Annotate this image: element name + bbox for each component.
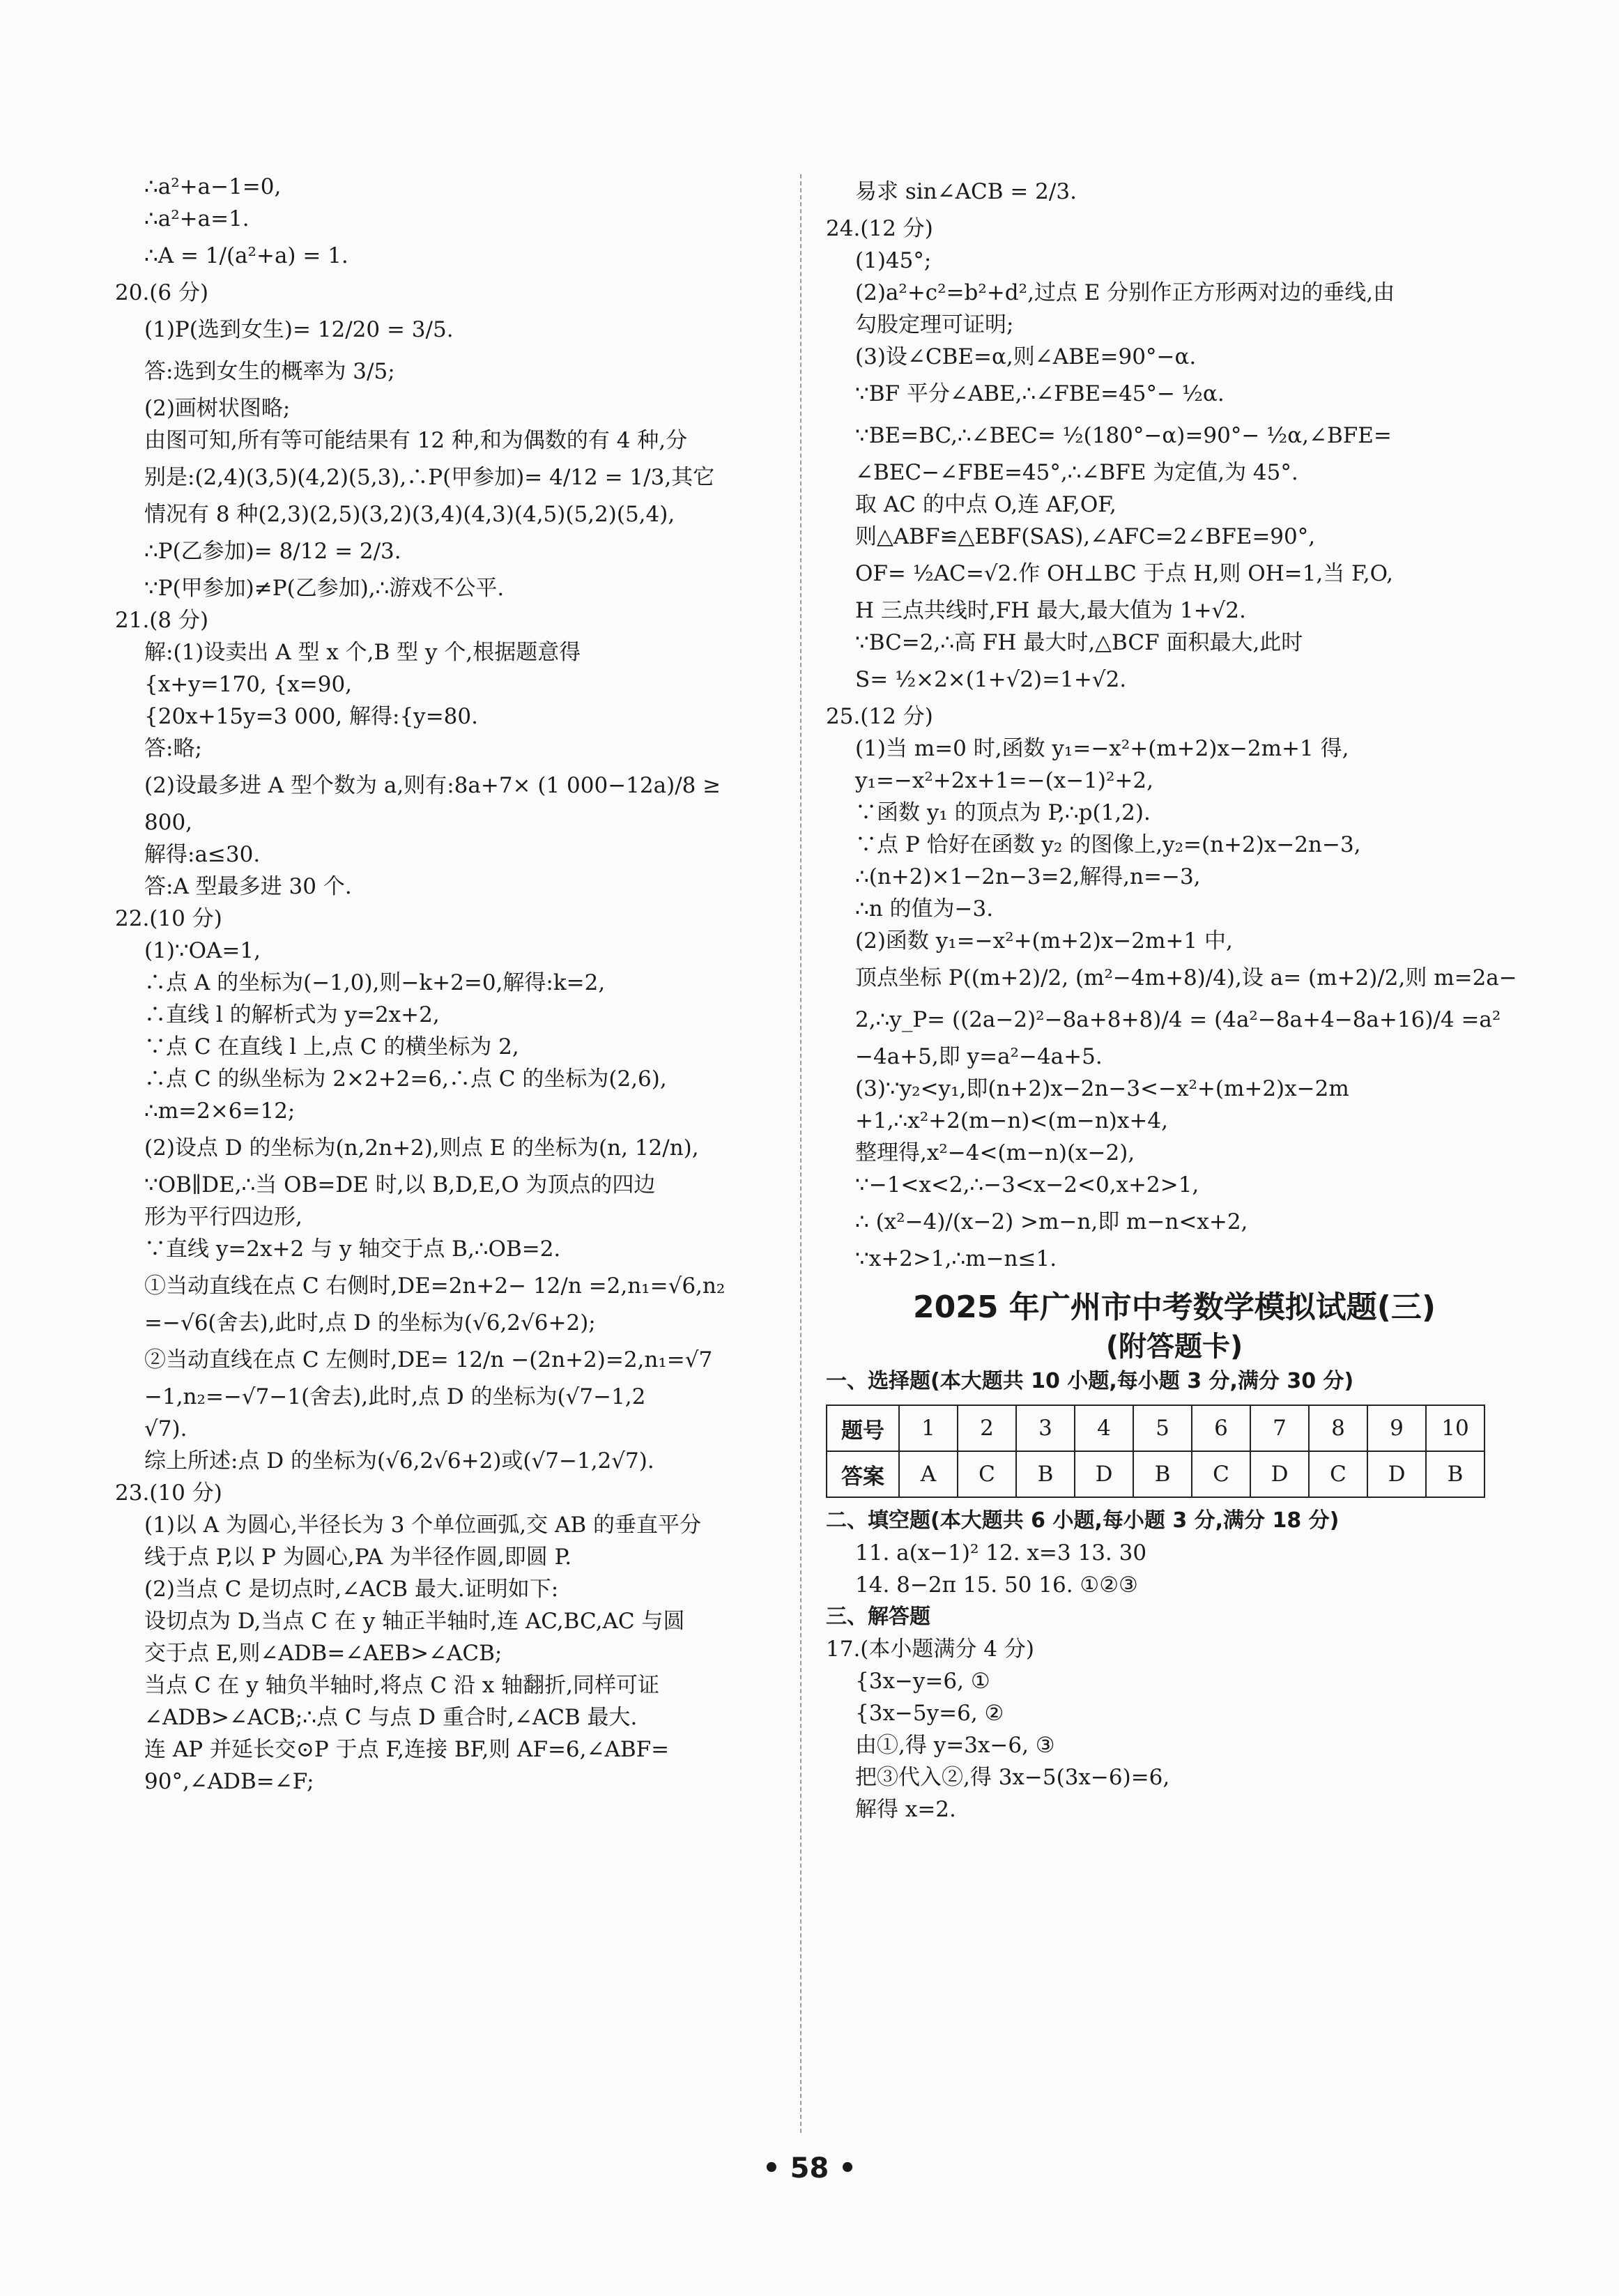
- question-number-cell: 3: [1016, 1405, 1075, 1451]
- question-number-cell: 6: [1192, 1405, 1250, 1451]
- text-line: (2)设点 D 的坐标为(n,2n+2),则点 E 的坐标为(n, 12/n),: [144, 1135, 699, 1161]
- text-line: ∠ADB>∠ACB;∴点 C 与点 D 重合时,∠ACB 最大.: [144, 1705, 638, 1730]
- text-line: 24.(12 分): [826, 216, 933, 241]
- text-line: ∴直线 l 的解析式为 y=2x+2,: [144, 1002, 440, 1027]
- text-line: 易求 sin∠ACB = 2/3.: [855, 179, 1077, 204]
- text-line: (1)∵OA=1,: [144, 938, 261, 963]
- text-line: 2,∴y_P= ((2a−2)²−8a+8+8)/4 = (4a²−8a+4−8a+16)/4 =a²: [855, 1007, 1501, 1032]
- answer-table: [826, 1405, 1485, 1498]
- answer-cell: D: [1250, 1451, 1309, 1497]
- text-line: 交于点 E,则∠ADB=∠AEB>∠ACB;: [144, 1641, 502, 1666]
- question-number-cell: 4: [1075, 1405, 1133, 1451]
- question-number-cell: 9: [1367, 1405, 1426, 1451]
- answer-table-number-row: [827, 1405, 1484, 1451]
- text-line: 别是:(2,4)(3,5)(4,2)(5,3),∴P(甲参加)= 4/12 = 1/3,其它: [144, 465, 715, 490]
- question-number-cell: 8: [1309, 1405, 1367, 1451]
- text-line: 90°,∠ADB=∠F;: [144, 1769, 314, 1794]
- text-line: ∵直线 y=2x+2 与 y 轴交于点 B,∴OB=2.: [144, 1237, 561, 1262]
- text-line: (1)45°;: [855, 248, 932, 273]
- text-line: {x+y=170, {x=90,: [144, 672, 353, 697]
- right-column: [826, 171, 1523, 1826]
- text-line: 形为平行四边形,: [144, 1204, 302, 1230]
- text-line: 情况有 8 种(2,3)(2,5)(3,2)(3,4)(4,3)(4,5)(5,2)(5,4),: [144, 502, 675, 527]
- text-line: ∴ (x²−4)/(x−2) >m−n,即 m−n<x+2,: [855, 1209, 1248, 1234]
- text-line: (2)设最多进 A 型个数为 a,则有:8a+7× (1 000−12a)/8 ≥: [144, 773, 721, 798]
- answer-cell: B: [1426, 1451, 1484, 1497]
- text-line: 答:略;: [144, 736, 202, 761]
- text-line: ∵P(甲参加)≠P(乙参加),∴游戏不公平.: [144, 576, 505, 601]
- text-line: 整理得,x²−4<(m−n)(x−2),: [855, 1140, 1135, 1165]
- text-line: 答:A 型最多进 30 个.: [144, 874, 352, 899]
- text-line: 线于点 P,以 P 为圆心,PA 为半径作圆,即圆 P.: [144, 1545, 572, 1570]
- text-line: ∵点 C 在直线 l 上,点 C 的横坐标为 2,: [144, 1034, 519, 1059]
- fill-answers-line: 11. a(x−1)² 12. x=3 13. 30: [855, 1540, 1147, 1566]
- text-line: (1)当 m=0 时,函数 y₁=−x²+(m+2)x−2m+1 得,: [855, 736, 1349, 761]
- text-line: 当点 C 在 y 轴负半轴时,将点 C 沿 x 轴翻折,同样可证: [144, 1673, 659, 1698]
- section-solve-heading: 三、解答题: [826, 1605, 930, 1629]
- text-line: ∴P(乙参加)= 8/12 = 2/3.: [144, 539, 401, 564]
- text-line: ∴m=2×6=12;: [144, 1099, 296, 1124]
- section-choice-heading: 一、选择题(本大题共 10 小题,每小题 3 分,满分 30 分): [826, 1369, 1354, 1393]
- answer-cell: C: [1192, 1451, 1250, 1497]
- answer-table-answer-row: [827, 1451, 1484, 1497]
- text-line: 22.(10 分): [115, 906, 222, 931]
- text-line: 综上所述:点 D 的坐标为(√6,2√6+2)或(√7−1,2√7).: [144, 1448, 654, 1474]
- text-line: {20x+15y=3 000, 解得:{y=80.: [144, 704, 478, 729]
- text-line: 把③代入②,得 3x−5(3x−6)=6,: [855, 1765, 1170, 1790]
- text-line: 则△ABF≌△EBF(SAS),∠AFC=2∠BFE=90°,: [855, 524, 1316, 549]
- text-line: 设切点为 D,当点 C 在 y 轴正半轴时,连 AC,BC,AC 与圆: [144, 1609, 685, 1634]
- exam-subtitle: (附答题卡): [1105, 1331, 1243, 1363]
- text-line: ∴n 的值为−3.: [855, 896, 994, 921]
- text-line: ∵BF 平分∠ABE,∴∠FBE=45°− ½α.: [855, 381, 1225, 406]
- text-line: −4a+5,即 y=a²−4a+5.: [855, 1044, 1103, 1069]
- column-divider: [800, 174, 801, 2133]
- answer-cell: D: [1075, 1451, 1133, 1497]
- page-number: • 58 •: [762, 2152, 857, 2184]
- text-line: ∴点 C 的纵坐标为 2×2+2=6,∴点 C 的坐标为(2,6),: [144, 1066, 667, 1092]
- text-line: √7).: [144, 1416, 187, 1441]
- text-line: ∵BE=BC,∴∠BEC= ½(180°−α)=90°− ½α,∠BFE=: [855, 423, 1392, 448]
- text-line: −1,n₂=−√7−1(舍去),此时,点 D 的坐标为(√7−1,2: [144, 1384, 646, 1409]
- question-17-solution: [826, 1633, 1523, 1826]
- text-line: 勾股定理可证明;: [855, 312, 1014, 337]
- right-top-solutions: [826, 171, 1523, 1275]
- question-number-cell: 10: [1426, 1405, 1484, 1451]
- question-number-cell: 2: [958, 1405, 1016, 1451]
- text-line: 由图可知,所有等可能结果有 12 种,和为偶数的有 4 种,分: [144, 428, 688, 453]
- text-line: (1)以 A 为圆心,半径长为 3 个单位画弧,交 AB 的垂直平分: [144, 1513, 702, 1538]
- text-line: ∵点 P 恰好在函数 y₂ 的图像上,y₂=(n+2)x−2n−3,: [855, 832, 1361, 857]
- text-line: 顶点坐标 P((m+2)/2, (m²−4m+8)/4),设 a= (m+2)/2,则 m=2a−: [855, 965, 1517, 990]
- text-line: H 三点共线时,FH 最大,最大值为 1+√2.: [855, 598, 1246, 623]
- text-line: +1,∴x²+2(m−n)<(m−n)x+4,: [855, 1108, 1168, 1133]
- text-line: y₁=−x²+2x+1=−(x−1)²+2,: [855, 768, 1153, 793]
- exam-title: 2025 年广州市中考数学模拟试题(三): [913, 1289, 1436, 1325]
- text-line: 解得 x=2.: [855, 1797, 956, 1822]
- text-line: (2)画树状图略;: [144, 396, 291, 421]
- question-number-cell: 7: [1250, 1405, 1309, 1451]
- answer-cell: D: [1367, 1451, 1426, 1497]
- text-line: (3)设∠CBE=α,则∠ABE=90°−α.: [855, 344, 1197, 369]
- answer-table-answer-header: 答案: [827, 1451, 899, 1497]
- answer-cell: B: [1133, 1451, 1192, 1497]
- text-line: (1)P(选到女生)= 12/20 = 3/5.: [144, 317, 454, 342]
- text-line: 17.(本小题满分 4 分): [826, 1637, 1034, 1662]
- text-line: ②当动直线在点 C 左侧时,DE= 12/n −(2n+2)=2,n₁=√7: [144, 1347, 713, 1372]
- answer-cell: C: [958, 1451, 1016, 1497]
- text-line: 20.(6 分): [115, 280, 209, 305]
- text-line: (2)a²+c²=b²+d²,过点 E 分别作正方形两对边的垂线,由: [855, 280, 1395, 305]
- text-line: 25.(12 分): [826, 704, 933, 729]
- text-line: 21.(8 分): [115, 608, 209, 633]
- text-line: 连 AP 并延长交⊙P 于点 F,连接 BF,则 AF=6,∠ABF=: [144, 1737, 670, 1762]
- text-line: {3x−y=6, ①: [855, 1669, 990, 1694]
- text-line: 由①,得 y=3x−6, ③: [855, 1733, 1055, 1758]
- left-column: [115, 171, 784, 1798]
- text-line: ①当动直线在点 C 右侧时,DE=2n+2− 12/n =2,n₁=√6,n₂: [144, 1273, 726, 1299]
- section-fill-heading: 二、填空题(本大题共 6 小题,每小题 3 分,满分 18 分): [826, 1508, 1340, 1533]
- fill-answers-line: 14. 8−2π 15. 50 16. ①②③: [855, 1572, 1138, 1598]
- text-line: {3x−5y=6, ②: [855, 1701, 1004, 1726]
- answer-cell: C: [1309, 1451, 1367, 1497]
- text-line: OF= ½AC=√2.作 OH⊥BC 于点 H,则 OH=1,当 F,O,: [855, 561, 1394, 586]
- text-line: ∴(n+2)×1−2n−3=2,解得,n=−3,: [855, 864, 1201, 889]
- answer-cell: B: [1016, 1451, 1075, 1497]
- text-line: (3)∵y₂<y₁,即(n+2)x−2n−3<−x²+(m+2)x−2m: [855, 1076, 1349, 1101]
- question-number-cell: 5: [1133, 1405, 1192, 1451]
- text-line: 解:(1)设卖出 A 型 x 个,B 型 y 个,根据题意得: [144, 640, 581, 665]
- text-line: ∴a²+a−1=0,: [144, 174, 282, 199]
- text-line: ∴A = 1/(a²+a) = 1.: [144, 243, 348, 268]
- text-line: ∵−1<x<2,∴−3<x−2<0,x+2>1,: [855, 1172, 1199, 1197]
- text-line: 答:选到女生的概率为 3/5;: [144, 359, 395, 384]
- text-line: ∴点 A 的坐标为(−1,0),则−k+2=0,解得:k=2,: [144, 970, 606, 995]
- text-line: 23.(10 分): [115, 1480, 222, 1506]
- answer-table-number-header: 题号: [827, 1405, 899, 1451]
- text-line: 解得:a≤30.: [144, 842, 261, 867]
- text-line: ∵OB∥DE,∴当 OB=DE 时,以 B,D,E,O 为顶点的四边: [144, 1172, 656, 1197]
- question-number-cell: 1: [899, 1405, 958, 1451]
- text-line: ∵x+2>1,∴m−n≤1.: [855, 1246, 1057, 1271]
- text-line: ∴a²+a=1.: [144, 206, 250, 231]
- text-line: (2)当点 C 是切点时,∠ACB 最大.证明如下:: [144, 1577, 559, 1602]
- text-line: S= ½×2×(1+√2)=1+√2.: [855, 667, 1127, 692]
- text-line: ∵函数 y₁ 的顶点为 P,∴p(1,2).: [855, 800, 1151, 825]
- text-line: 取 AC 的中点 O,连 AF,OF,: [855, 492, 1117, 517]
- text-line: ∵BC=2,∴高 FH 最大时,△BCF 面积最大,此时: [855, 630, 1303, 655]
- text-line: 800,: [144, 810, 193, 835]
- text-line: (2)函数 y₁=−x²+(m+2)x−2m+1 中,: [855, 928, 1233, 954]
- answer-cell: A: [899, 1451, 958, 1497]
- text-line: =−√6(舍去),此时,点 D 的坐标为(√6,2√6+2);: [144, 1310, 596, 1335]
- text-line: ∠BEC−∠FBE=45°,∴∠BFE 为定值,为 45°.: [855, 460, 1298, 485]
